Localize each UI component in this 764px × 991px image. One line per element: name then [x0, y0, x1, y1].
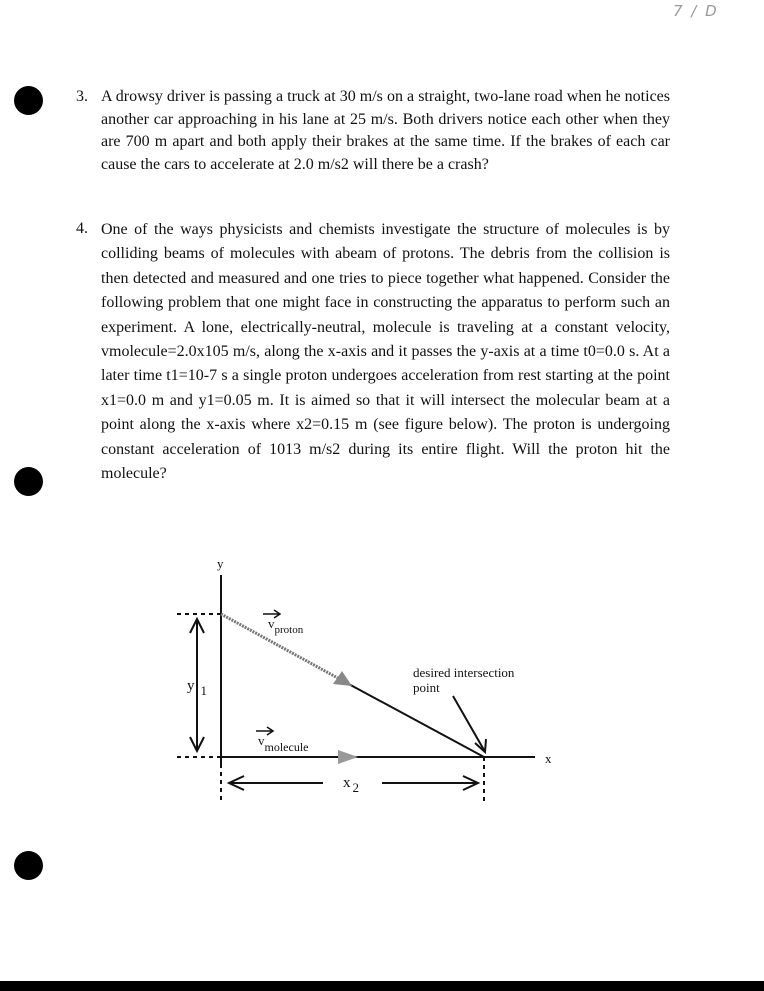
intersection-label-line2: point [413, 680, 440, 695]
molecule-subscript: molecule [264, 740, 309, 754]
intersection-label-line1: desired intersection [413, 665, 515, 680]
problem-text: A drowsy driver is passing a truck at 30 m/s on a straight, two-lane road when he notices another car approaching in his lane at 25 m/s. Both drivers notice each other when they are 700 m apart and both apply their brakes at the same time. If the brakes of each car cause the cars to accelerate at 2.0 m/s2 will there be a crash? [101, 88, 670, 174]
v-molecule-label [258, 733, 309, 754]
molecule-arrowhead [338, 750, 358, 764]
punch-hole-bottom [14, 851, 43, 880]
y1-label [187, 678, 207, 698]
v-symbol: v [258, 733, 265, 748]
page-number: 7 / D [673, 2, 719, 20]
y-axis-label: y [217, 556, 224, 571]
punch-hole-middle [14, 467, 43, 496]
problem-number: 3. [76, 88, 88, 105]
problem-number: 4. [76, 220, 88, 237]
y1-main: y [187, 678, 195, 694]
problem-4 [76, 218, 670, 486]
figure-drawing [0, 540, 764, 840]
punch-hole-top [14, 86, 43, 115]
v-symbol: v [268, 616, 275, 631]
y1-subscript: 1 [200, 683, 207, 698]
x-axis-label: x [545, 751, 552, 766]
x2-label [343, 775, 359, 795]
problem-3 [76, 86, 670, 177]
x2-main: x [343, 775, 351, 791]
proton-arrowhead [333, 671, 352, 686]
proton-subscript: proton [274, 624, 304, 636]
x2-subscript: 2 [352, 780, 359, 795]
scan-bottom-edge [0, 981, 764, 991]
v-proton-label [268, 616, 304, 636]
physics-figure [0, 540, 764, 840]
problem-text: One of the ways physicists and chemists investigate the structure of molecules is by colliding beams of molecules with abeam of protons. The debris from the collision is then detected and measured and one tries to piece together what happened. Consider the following problem that one might face in constructing the apparatus to perform such an experiment. A lone, electrically-neutral, molecule is traveling at a constant velocity, vmolecule=2.0x105 m/s, along the x-axis and it passes the y-axis at a time t0=0.0 s. At a later time t1=10-7 s a single proton undergoes acceleration from rest starting at the point x1=0.0 m and y1=0.05 m. It is aimed so that it will intersect the molecular beam at a point along the x-axis where x2=0.15 m (see figure below). The proton is undergoing constant acceleration of 1013 m/s2 during its entire flight. Will the proton hit the molecule? [101, 221, 670, 483]
